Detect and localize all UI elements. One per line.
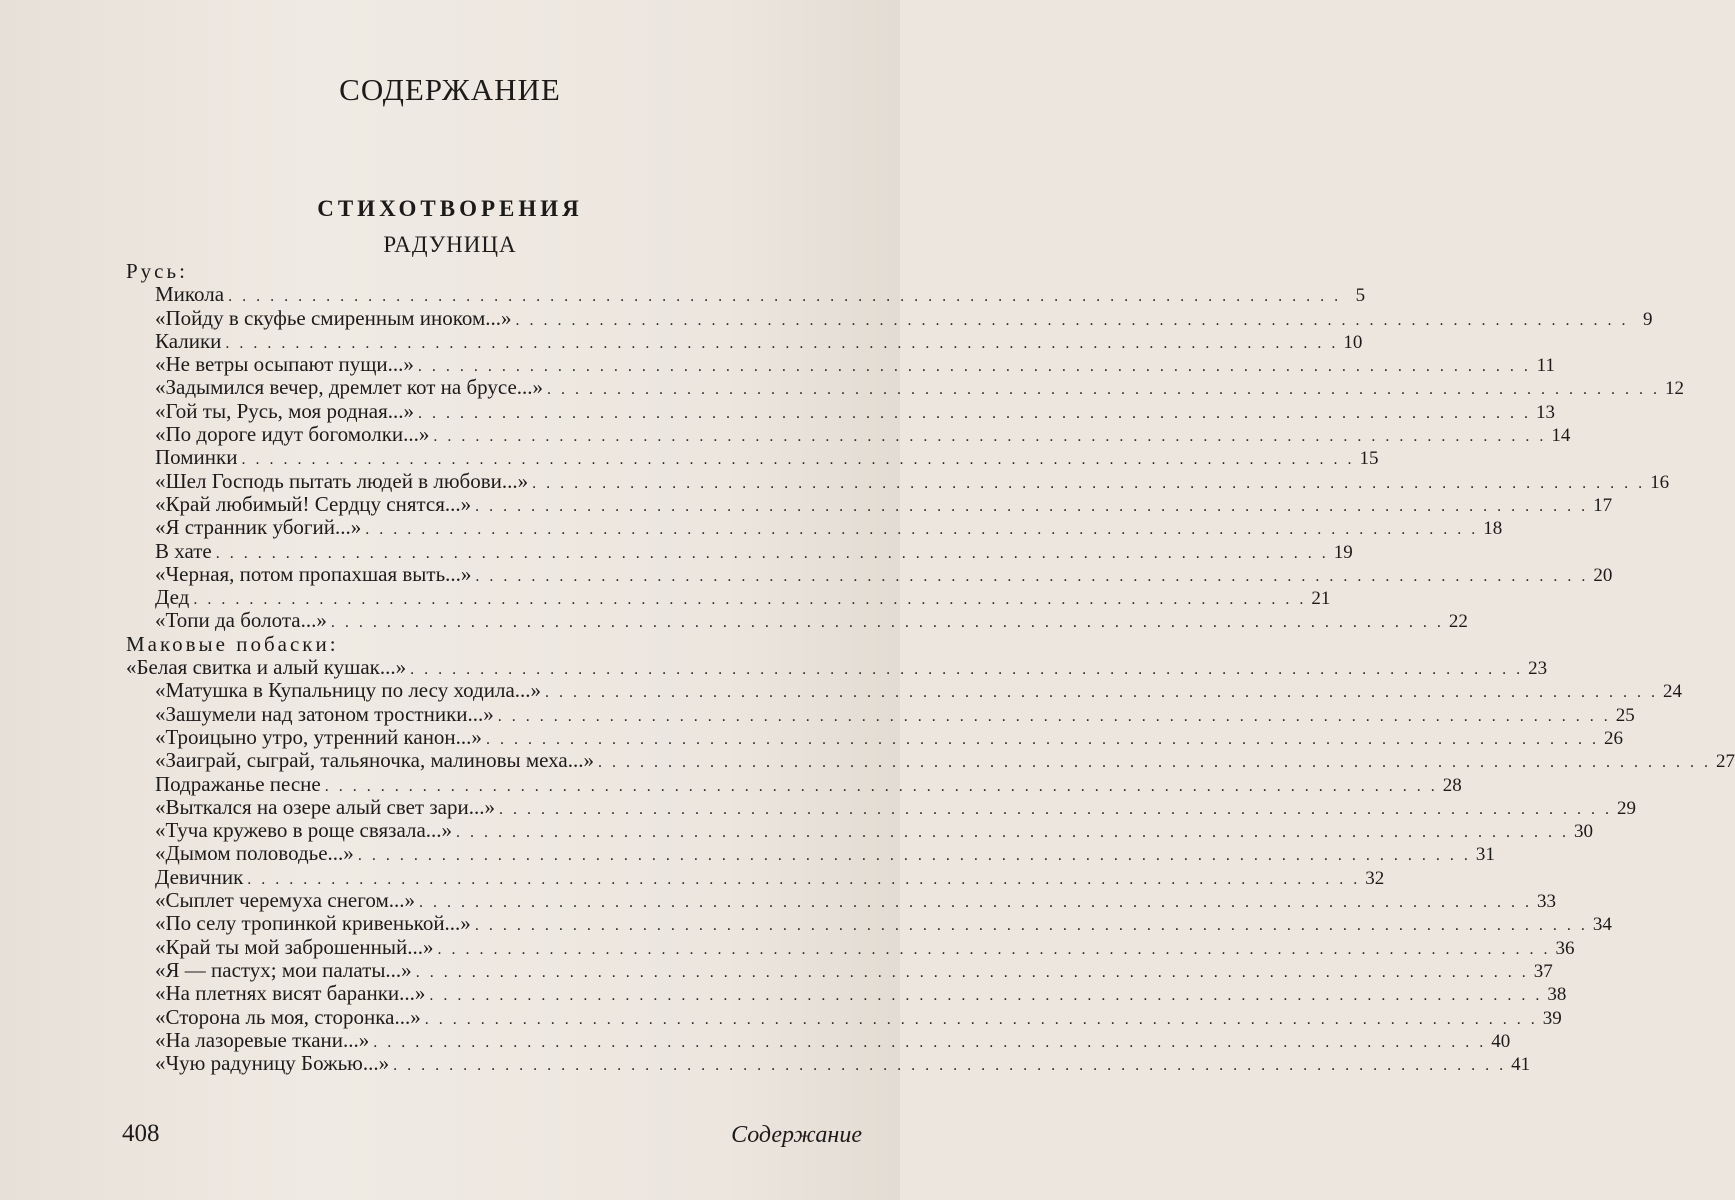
toc-entry-page: 15 [1359,448,1379,470]
toc-entry-title: Микола [155,282,225,307]
toc-entry-page: 30 [1574,821,1594,843]
toc-entry-title: «Не ветры осыпают пущи...» [155,352,414,377]
toc-entry [126,701,1635,726]
page-title: СОДЕРЖАНИЕ [339,72,561,107]
toc-entry-page: 34 [1592,914,1612,936]
toc-entry-title: «Выткался на озере алый свет зари...» [155,794,495,819]
toc-entry [126,1004,1562,1029]
toc-entry [126,981,1567,1006]
toc-entry [126,445,1379,470]
toc-entry [126,911,1612,936]
toc-entry [126,305,1653,330]
toc-entry [126,491,1613,516]
toc-leader-dots: . . . . . . . . . . . . . . . . . . . . . . . . . . . . . . . . . . . . . . . . . . . . . . . . . . . . . . . . . . . . . . . . . . . . . . . . . . . . . . . . [215,544,1329,562]
toc-entry [126,328,1363,353]
toc-entry-page: 14 [1551,425,1571,447]
toc-entry-title: Девичник [155,864,244,889]
toc-entry-title: «Край ты мой заброшенный...» [155,934,434,959]
subsection-heading: РАДУНИЦА [383,232,517,257]
toc-entry-page: 39 [1542,1007,1562,1029]
toc-leader-dots: . . . . . . . . . . . . . . . . . . . . . . . . . . . . . . . . . . . . . . . . . . . . . . . . . . . . . . . . . . . . . . . . . . . . . . . . . . . . . . . . [545,684,1659,702]
toc-entry-page: 9 [1643,308,1653,330]
toc-leader-dots: . . . . . . . . . . . . . . . . . . . . . . . . . . . . . . . . . . . . . . . . . . . . . . . . . . . . . . . . . . . . . . . . . . . . . . . . . . . . . . . . [456,824,1570,842]
toc-group-label: Маковые побаски: [126,631,339,656]
toc-entry-page: 5 [1355,285,1366,307]
toc-entry-page: 41 [1511,1054,1531,1076]
toc-entry-title: «На плетнях висят баранки...» [155,981,426,1006]
toc-entry-page: 26 [1603,727,1623,749]
toc-entry-title: «Сторона ль моя, сторонка...» [155,1004,421,1029]
table-of-contents [126,259,1735,1076]
toc-entry-title: «Дымом половодье...» [155,841,354,866]
toc-leader-dots: . . . . . . . . . . . . . . . . . . . . . . . . . . . . . . . . . . . . . . . . . . . . . . . . . . . . . . . . . . . . . . . . . . . . . . . . . . . . . . . . [433,428,1547,446]
toc-entry-title: «Троицыно утро, утренний канон...» [155,724,482,749]
toc-entry-title: «Туча кружево в роще связала...» [155,818,453,843]
toc-entry-title: Поминки [155,445,238,470]
toc-entry [126,468,1670,493]
toc-entry-title: Калики [155,328,222,353]
toc-entry-title: В хате [155,538,212,563]
toc-leader-dots: . . . . . . . . . . . . . . . . . . . . . . . . . . . . . . . . . . . . . . . . . . . . . . . . . . . . . . . . . . . . . . . . . . . . . . . . . . . . . . . . [497,707,1611,725]
toc-entry-title: «Зашумели над затоном тростники...» [155,701,494,726]
toc-entry [126,585,1331,610]
toc-entry-title: Дед [155,585,190,610]
toc-leader-dots: . . . . . . . . . . . . . . . . . . . . . . . . . . . . . . . . . . . . . . . . . . . . . . . . . . . . . . . . . . . . . . . . . . . . . . . . . . . . . . . . [547,381,1661,399]
toc-leader-dots: . . . . . . . . . . . . . . . . . . . . . . . . . . . . . . . . . . . . . . . . . . . . . . . . . . . . . . . . . . . . . . . . . . . . . . . . . . . . . . . . [532,474,1646,492]
toc-leader-dots: . . . . . . . . . . . . . . . . . . . . . . . . . . . . . . . . . . . . . . . . . . . . . . . . . . . . . . . . . . . . . . . . . . . . . . . . . . . . . . . . [475,567,1589,585]
toc-entry-page: 27 [1715,751,1735,773]
toc-entry-page: 21 [1311,588,1331,610]
toc-entry-page: 38 [1547,984,1567,1006]
toc-entry [126,771,1462,796]
page-number: 408 [122,1120,160,1147]
toc-entry-page: 23 [1528,658,1548,680]
toc-entry [126,748,1735,773]
toc-leader-dots: . . . . . . . . . . . . . . . . . . . . . . . . . . . . . . . . . . . . . . . . . . . . . . . . . . . . . . . . . . . . . . . . . . . . . . . . . . . . . . . . [475,497,1589,515]
running-title: Содержание [731,1122,862,1148]
toc-entry [126,422,1571,447]
toc-leader-dots: . . . . . . . . . . . . . . . . . . . . . . . . . . . . . . . . . . . . . . . . . . . . . . . . . . . . . . . . . . . . . . . . . . . . . . . . . . . . . . . . [515,311,1629,329]
toc-entry [126,538,1353,563]
toc-entry [126,375,1685,400]
toc-leader-dots: . . . . . . . . . . . . . . . . . . . . . . . . . . . . . . . . . . . . . . . . . . . . . . . . . . . . . . . . . . . . . . . . . . . . . . . . . . . . . . . . [193,591,1307,609]
toc-entry-page: 25 [1615,704,1635,726]
toc-entry-title: «Матушка в Купальницу по лесу ходила...» [155,678,542,703]
toc-entry-title: «На лазоревые ткани...» [155,1027,370,1052]
toc-leader-dots: . . . . . . . . . . . . . . . . . . . . . . . . . . . . . . . . . . . . . . . . . . . . . . . . . . . . . . . . . . . . . . . . . . . . . . . . . . . . . . . . [417,358,1531,376]
toc-entry [126,957,1553,982]
toc-entry [126,398,1555,423]
toc-entry-title: Подражанье песне [155,771,321,796]
toc-entry [126,515,1503,540]
toc-entry-page: 20 [1593,564,1613,586]
toc-entry [126,561,1613,586]
toc-leader-dots: . . . . . . . . . . . . . . . . . . . . . . . . . . . . . . . . . . . . . . . . . . . . . . . . . . . . . . . . . . . . . . . . . . . . . . . . . . . . . . . . [424,1010,1538,1028]
toc-leader-dots: . . . . . . . . . . . . . . . . . . . . . . . . . . . . . . . . . . . . . . . . . . . . . . . . . . . . . . . . . . . . . . . . . . . . . . . . . . . . . . . . [410,661,1524,679]
toc-entry-page: 33 [1536,891,1556,913]
toc-entry [126,655,1548,680]
toc-entry-page: 12 [1665,378,1685,400]
toc-leader-dots: . . . . . . . . . . . . . . . . . . . . . . . . . . . . . . . . . . . . . . . . . . . . . . . . . . . . . . . . . . . . . . . . . . . . . . . . . . . . . . . . [597,754,1711,772]
toc-entry [126,678,1683,703]
toc-entry [126,794,1636,819]
toc-entry-page: 36 [1555,937,1575,959]
toc-leader-dots: . . . . . . . . . . . . . . . . . . . . . . . . . . . . . . . . . . . . . . . . . . . . . . . . . . . . . . . . . . . . . . . . . . . . . . . . . . . . . . . . [415,963,1529,981]
toc-group-label: Русь: [126,259,188,283]
toc-entry-page: 18 [1483,518,1503,540]
toc-entry-title: «Шел Господь пытать людей в любови...» [155,468,529,493]
toc-entry-page: 40 [1491,1030,1511,1052]
toc-entry-page: 24 [1663,681,1683,703]
toc-entry-page: 22 [1448,611,1468,633]
section-heading: СТИХОТВОРЕНИЯ [317,196,583,221]
toc-leader-dots: . . . . . . . . . . . . . . . . . . . . . . . . . . . . . . . . . . . . . . . . . . . . . . . . . . . . . . . . . . . . . . . . . . . . . . . . . . . . . . . . [228,288,1342,306]
toc-entry-title: «По дороге идут богомолки...» [155,422,430,447]
toc-leader-dots: . . . . . . . . . . . . . . . . . . . . . . . . . . . . . . . . . . . . . . . . . . . . . . . . . . . . . . . . . . . . . . . . . . . . . . . . . . . . . . . . [418,894,1532,912]
toc-entry [126,352,1555,377]
toc-entry-title: «Край любимый! Сердцу снятся...» [155,491,472,516]
toc-entry [126,818,1594,843]
toc-leader-dots: . . . . . . . . . . . . . . . . . . . . . . . . . . . . . . . . . . . . . . . . . . . . . . . . . . . . . . . . . . . . . . . . . . . . . . . . . . . . . . . . [498,800,1612,818]
toc-entry-page: 11 [1536,355,1555,377]
toc-leader-dots: . . . . . . . . . . . . . . . . . . . . . . . . . . . . . . . . . . . . . . . . . . . . . . . . . . . . . . . . . . . . . . . . . . . . . . . . . . . . . . . . [373,1033,1487,1051]
toc-entry-page: 32 [1365,867,1385,889]
toc-entry [126,1051,1531,1076]
toc-leader-dots: . . . . . . . . . . . . . . . . . . . . . . . . . . . . . . . . . . . . . . . . . . . . . . . . . . . . . . . . . . . . . . . . . . . . . . . . . . . . . . . . [418,404,1531,422]
toc-entry-page: 28 [1442,774,1462,796]
toc-entry-page: 17 [1593,494,1613,516]
toc-leader-dots: . . . . . . . . . . . . . . . . . . . . . . . . . . . . . . . . . . . . . . . . . . . . . . . . . . . . . . . . . . . . . . . . . . . . . . . . . . . . . . . . [225,334,1339,352]
toc-entry-title: «Чую радуницу Божью...» [155,1051,390,1076]
toc-entry [126,1027,1511,1052]
toc-entry [126,888,1556,913]
toc-entry [126,608,1468,633]
toc-entry-title: «Гой ты, Русь, моя родная...» [155,398,414,423]
toc-entry-page: 19 [1333,541,1353,563]
toc-entry-page: 16 [1650,471,1670,493]
toc-entry [126,864,1385,889]
toc-entry-title: «Я странник убогий...» [155,515,362,540]
toc-entry-title: «По селу тропинкой кривенькой...» [155,911,471,936]
toc-leader-dots: . . . . . . . . . . . . . . . . . . . . . . . . . . . . . . . . . . . . . . . . . . . . . . . . . . . . . . . . . . . . . . . . . . . . . . . . . . . . . . . . [474,917,1588,935]
toc-entry-page: 29 [1616,797,1636,819]
toc-entry-title: «Я — пастух; мои палаты...» [155,957,412,982]
toc-entry-title: «Заиграй, сыграй, тальяночка, малиновы меха...» [155,748,594,773]
toc-leader-dots: . . . . . . . . . . . . . . . . . . . . . . . . . . . . . . . . . . . . . . . . . . . . . . . . . . . . . . . . . . . . . . . . . . . . . . . . . . . . . . . . [365,521,1479,539]
toc-entry-title: «Топи да болота...» [155,608,327,633]
toc-leader-dots: . . . . . . . . . . . . . . . . . . . . . . . . . . . . . . . . . . . . . . . . . . . . . . . . . . . . . . . . . . . . . . . . . . . . . . . . . . . . . . . . [357,847,1471,865]
toc-entry-title: «Черная, потом пропахшая выть...» [155,561,472,586]
toc-entry-title: «Задымился вечер, дремлет кот на брусе...» [155,375,544,400]
toc-entry-title: «Пойду в скуфье смиренным иноком...» [155,305,512,330]
toc-entry [126,282,1366,307]
toc-leader-dots: . . . . . . . . . . . . . . . . . . . . . . . . . . . . . . . . . . . . . . . . . . . . . . . . . . . . . . . . . . . . . . . . . . . . . . . . . . . . . . . . [429,987,1543,1005]
toc-entry [126,724,1623,749]
toc-entry [126,841,1495,866]
toc-entry-page: 31 [1475,844,1495,866]
toc-leader-dots: . . . . . . . . . . . . . . . . . . . . . . . . . . . . . . . . . . . . . . . . . . . . . . . . . . . . . . . . . . . . . . . . . . . . . . . . . . . . . . . . [247,870,1361,888]
toc-entry-page: 13 [1536,401,1555,423]
toc-entry [126,934,1575,959]
toc-entry-title: «Белая свитка и алый кушак...» [126,655,407,680]
toc-entry-title: «Сыплет черемуха снегом...» [155,888,415,913]
toc-entry-page: 37 [1533,960,1553,982]
toc-leader-dots: . . . . . . . . . . . . . . . . . . . . . . . . . . . . . . . . . . . . . . . . . . . . . . . . . . . . . . . . . . . . . . . . . . . . . . . . . . . . . . . . [330,614,1444,632]
toc-leader-dots: . . . . . . . . . . . . . . . . . . . . . . . . . . . . . . . . . . . . . . . . . . . . . . . . . . . . . . . . . . . . . . . . . . . . . . . . . . . . . . . . [324,777,1438,795]
toc-leader-dots: . . . . . . . . . . . . . . . . . . . . . . . . . . . . . . . . . . . . . . . . . . . . . . . . . . . . . . . . . . . . . . . . . . . . . . . . . . . . . . . . [485,730,1599,748]
toc-entry-page: 10 [1343,331,1363,353]
toc-leader-dots: . . . . . . . . . . . . . . . . . . . . . . . . . . . . . . . . . . . . . . . . . . . . . . . . . . . . . . . . . . . . . . . . . . . . . . . . . . . . . . . . [241,451,1355,469]
toc-leader-dots: . . . . . . . . . . . . . . . . . . . . . . . . . . . . . . . . . . . . . . . . . . . . . . . . . . . . . . . . . . . . . . . . . . . . . . . . . . . . . . . . [393,1057,1507,1075]
toc-leader-dots: . . . . . . . . . . . . . . . . . . . . . . . . . . . . . . . . . . . . . . . . . . . . . . . . . . . . . . . . . . . . . . . . . . . . . . . . . . . . . . . . [437,940,1551,958]
